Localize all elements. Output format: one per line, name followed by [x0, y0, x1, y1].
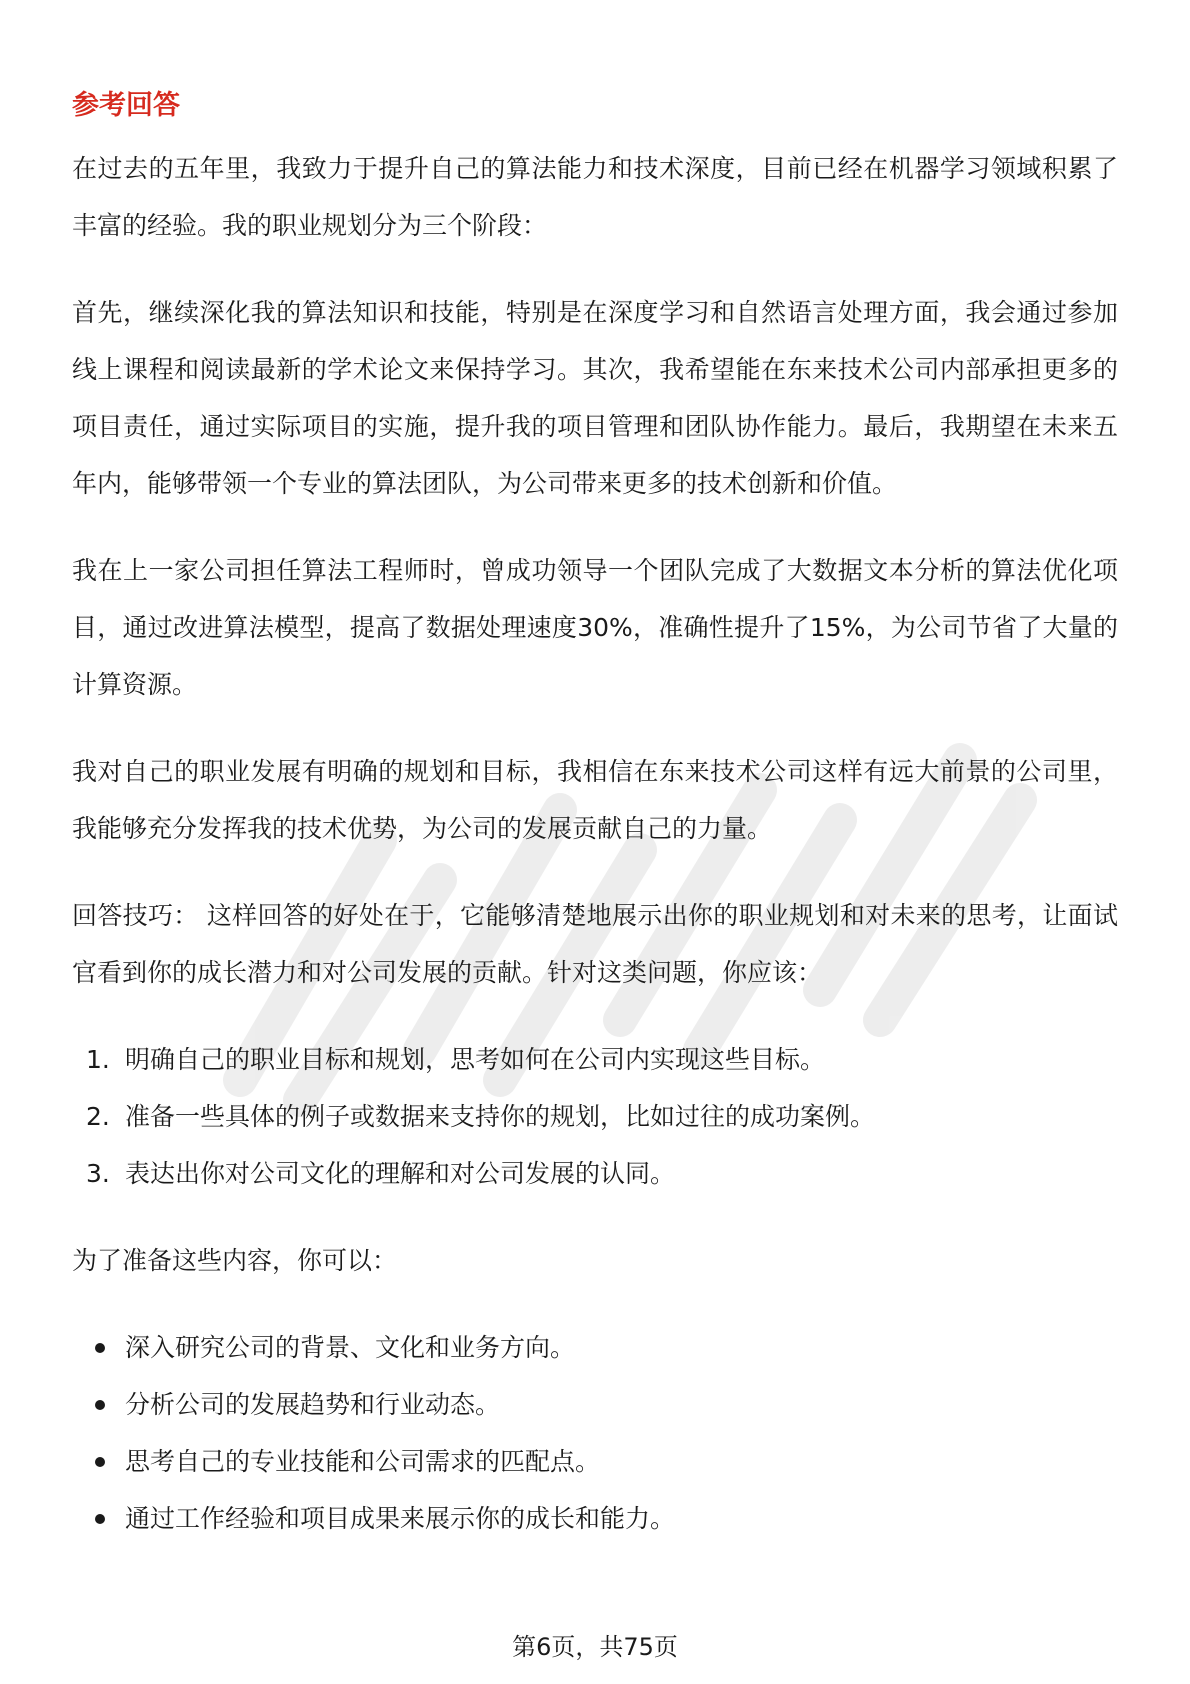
bullet-icon [95, 1514, 105, 1524]
list-item [72, 1490, 1118, 1547]
list-number: 1. [86, 1045, 110, 1074]
list-item-text: 通过工作经验和项目成果来展示你的成长和能力。 [125, 1504, 676, 1533]
section-heading: 参考回答 [72, 90, 180, 121]
list-item-text: 思考自己的专业技能和公司需求的匹配点。 [125, 1447, 601, 1476]
bullet-list [72, 1319, 1118, 1547]
main-content [72, 86, 1118, 1577]
paragraph-tips: 回答技巧： 这样回答的好处在于，它能够清楚地展示出你的职业规划和对未来的思考，让面试官看到你的成长潜力和对公司发展的贡献。针对这类问题，你应该： [72, 901, 1118, 987]
list-item [72, 1433, 1118, 1490]
bullet-icon [95, 1457, 105, 1467]
list-item-text: 深入研究公司的背景、文化和业务方向。 [125, 1333, 576, 1362]
ordered-list [72, 1031, 1118, 1202]
list-item-text: 表达出你对公司文化的理解和对公司发展的认同。 [125, 1159, 676, 1188]
bullet-icon [95, 1343, 105, 1353]
paragraph-prep-intro: 为了准备这些内容，你可以： [72, 1246, 398, 1275]
bullet-icon [95, 1400, 105, 1410]
list-item-text: 分析公司的发展趋势和行业动态。 [125, 1390, 501, 1419]
list-item [72, 1088, 1118, 1145]
paragraph-goal: 我对自己的职业发展有明确的规划和目标，我相信在东来技术公司这样有远大前景的公司里，我能够充分发挥我的技术优势，为公司的发展贡献自己的力量。 [72, 757, 1118, 843]
paragraph-plan: 首先，继续深化我的算法知识和技能，特别是在深度学习和自然语言处理方面，我会通过参加线上课程和阅读最新的学术论文来保持学习。其次，我希望能在东来技术公司内部承担更多的项目责任，通过实际项目的实施，提升我的项目管理和团队协作能力。最后，我期望在未来五年内，能够带领一个专业的算法团队，为公司带来更多的技术创新和价值。 [72, 298, 1118, 498]
list-item-text: 明确自己的职业目标和规划，思考如何在公司内实现这些目标。 [125, 1045, 826, 1074]
list-item [72, 1145, 1118, 1202]
paragraph-experience: 我在上一家公司担任算法工程师时，曾成功领导一个团队完成了大数据文本分析的算法优化项目，通过改进算法模型，提高了数据处理速度30%，准确性提升了15%，为公司节省了大量的计算资源。 [72, 556, 1118, 699]
list-item [72, 1031, 1118, 1088]
paragraph-intro: 在过去的五年里，我致力于提升自己的算法能力和技术深度，目前已经在机器学习领域积累了丰富的经验。我的职业规划分为三个阶段： [72, 154, 1118, 240]
page-number-footer: 第6页，共75页 [512, 1633, 678, 1661]
list-item-text: 准备一些具体的例子或数据来支持你的规划，比如过往的成功案例。 [125, 1102, 876, 1131]
list-item [72, 1319, 1118, 1376]
list-number: 3. [86, 1159, 110, 1188]
list-number: 2. [86, 1102, 110, 1131]
list-item [72, 1376, 1118, 1433]
